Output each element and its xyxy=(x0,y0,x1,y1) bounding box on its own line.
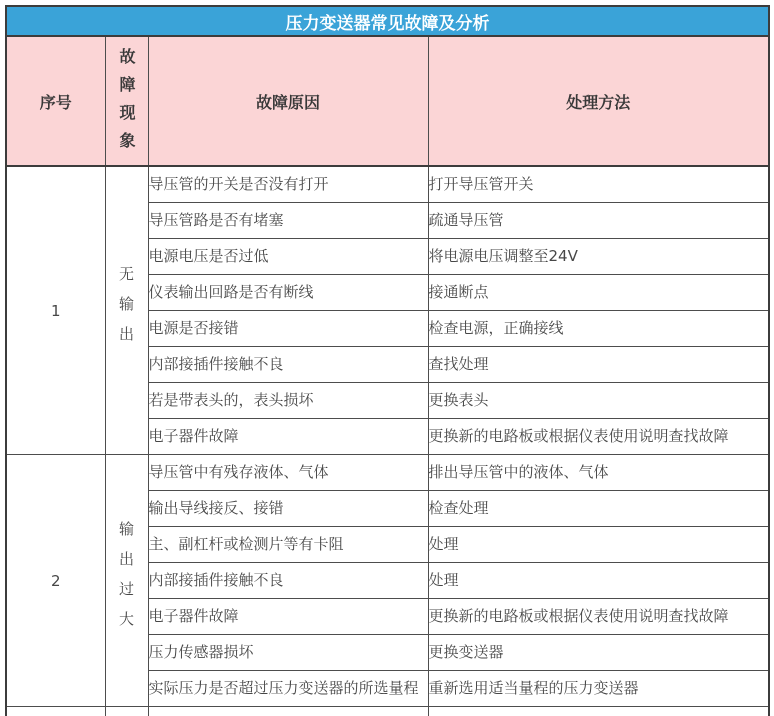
table-header-row xyxy=(6,36,769,166)
method-cell: 接通断点 xyxy=(428,275,769,311)
method-cell: 打开导压管开关 xyxy=(428,166,769,203)
phenomenon-cell: 输出过大 xyxy=(105,455,148,707)
cutoff-stub-cell xyxy=(6,707,105,716)
method-cell: 重新选用适当量程的压力变送器 xyxy=(428,671,769,707)
header-method: 处理方法 xyxy=(428,36,769,166)
method-cell: 更换新的电路板或根据仪表使用说明查找故障 xyxy=(428,419,769,455)
cause-cell: 压力传感器损坏 xyxy=(148,635,428,671)
cause-cell: 电子器件故障 xyxy=(148,419,428,455)
method-cell: 检查处理 xyxy=(428,491,769,527)
method-cell: 检查电源，正确接线 xyxy=(428,311,769,347)
cause-cell: 输出导线接反、接错 xyxy=(148,491,428,527)
serial-cell: 2 xyxy=(6,455,105,707)
method-cell: 查找处理 xyxy=(428,347,769,383)
method-cell: 将电源电压调整至24V xyxy=(428,239,769,275)
serial-cell: 1 xyxy=(6,166,105,455)
header-serial: 序号 xyxy=(6,36,105,166)
header-cause: 故障原因 xyxy=(148,36,428,166)
cutoff-stub-cell xyxy=(148,707,428,716)
cause-cell: 导压管的开关是否没有打开 xyxy=(148,166,428,203)
cutoff-stub-cell xyxy=(105,707,148,716)
method-cell: 更换新的电路板或根据仪表使用说明查找故障 xyxy=(428,599,769,635)
cause-cell: 内部接插件接触不良 xyxy=(148,563,428,599)
cause-cell: 实际压力是否超过压力变送器的所选量程 xyxy=(148,671,428,707)
method-cell: 处理 xyxy=(428,527,769,563)
cause-cell: 电源是否接错 xyxy=(148,311,428,347)
cutoff-stub-row xyxy=(6,707,769,716)
cause-cell: 若是带表头的，表头损坏 xyxy=(148,383,428,419)
table-row xyxy=(6,166,769,203)
method-cell: 处理 xyxy=(428,563,769,599)
cause-cell: 主、副杠杆或检测片等有卡阻 xyxy=(148,527,428,563)
method-cell: 排出导压管中的液体、气体 xyxy=(428,455,769,491)
method-cell: 更换变送器 xyxy=(428,635,769,671)
method-cell: 疏通导压管 xyxy=(428,203,769,239)
method-cell: 更换表头 xyxy=(428,383,769,419)
table-row xyxy=(6,455,769,491)
cause-cell: 导压管路是否有堵塞 xyxy=(148,203,428,239)
cause-cell: 仪表输出回路是否有断线 xyxy=(148,275,428,311)
table-title-row xyxy=(6,6,769,36)
phenomenon-cell: 无输出 xyxy=(105,166,148,455)
cause-cell: 内部接插件接触不良 xyxy=(148,347,428,383)
cutoff-stub-cell xyxy=(428,707,769,716)
header-phenomenon: 故障现象 xyxy=(105,36,148,166)
fault-analysis-table xyxy=(5,5,770,716)
cause-cell: 电源电压是否过低 xyxy=(148,239,428,275)
cause-cell: 电子器件故障 xyxy=(148,599,428,635)
cause-cell: 导压管中有残存液体、气体 xyxy=(148,455,428,491)
table-title: 压力变送器常见故障及分析 xyxy=(6,6,769,36)
